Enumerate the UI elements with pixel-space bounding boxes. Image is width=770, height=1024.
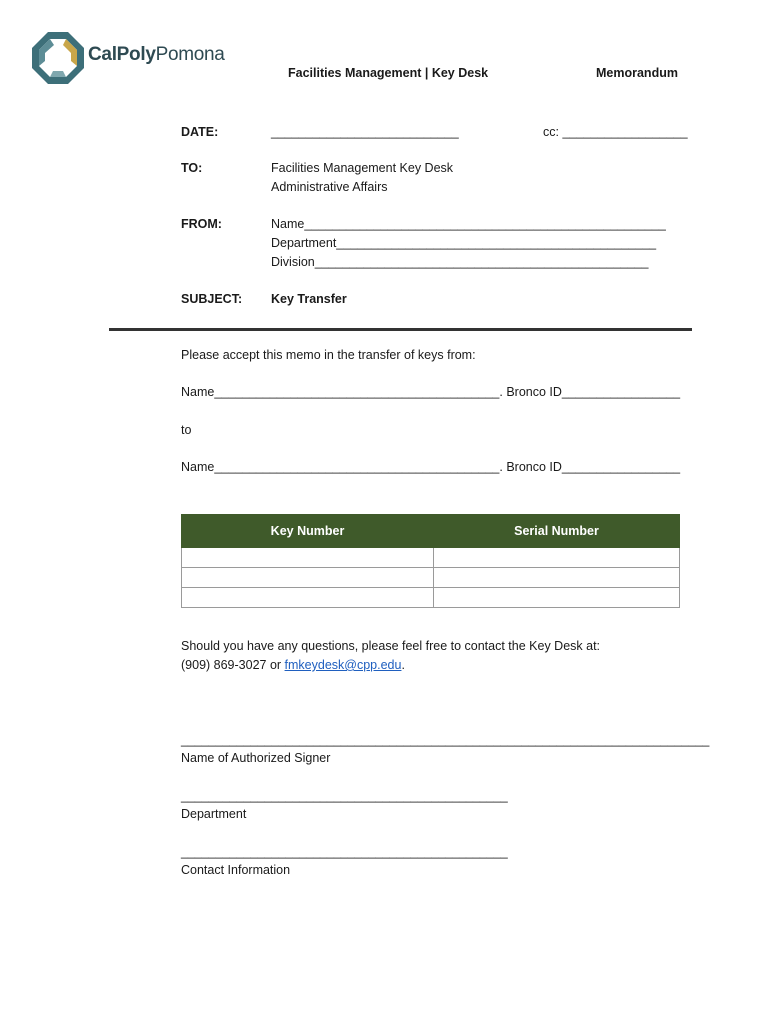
subject-value: Key Transfer	[271, 292, 347, 306]
to-line-2: Administrative Affairs	[271, 180, 388, 194]
contact-period: .	[401, 658, 405, 672]
to-line-1: Facilities Management Key Desk	[271, 161, 454, 175]
signer-name-label: Name of Authorized Signer	[181, 751, 331, 765]
department-label: Department	[181, 807, 247, 821]
university-logo	[30, 30, 230, 86]
serial-number-cell[interactable]	[434, 588, 680, 608]
from-label: FROM:	[181, 217, 222, 231]
subject-label: SUBJECT:	[181, 292, 243, 306]
department-line[interactable]: _______________________________________________	[181, 789, 508, 803]
key-number-cell[interactable]	[182, 588, 434, 608]
header-divider	[109, 328, 692, 331]
date-field[interactable]: ___________________________	[271, 125, 459, 139]
contact-text: Should you have any questions, please feel free to contact the Key Desk at:	[181, 639, 601, 653]
contact-line	[181, 658, 405, 672]
key-number-header: Key Number	[182, 515, 434, 548]
table-row	[182, 568, 680, 588]
table-row	[182, 588, 680, 608]
contact-info-label: Contact Information	[181, 863, 291, 877]
key-number-cell[interactable]	[182, 548, 434, 568]
table-row	[182, 548, 680, 568]
serial-number-header: Serial Number	[434, 515, 680, 548]
logo-wordmark-part2: Pomona	[155, 44, 225, 65]
key-table-header-row	[182, 515, 680, 548]
contact-info-line[interactable]: _______________________________________________	[181, 845, 508, 859]
signer-name-line[interactable]: ____________________________________________________________________________	[181, 733, 710, 747]
memo-type-label: Memorandum	[596, 66, 678, 80]
key-table	[181, 514, 680, 608]
date-label: DATE:	[181, 125, 219, 139]
from-division-field[interactable]: Division________________________________________________	[271, 255, 649, 269]
from-department-field[interactable]: Department______________________________________________	[271, 236, 657, 250]
to-word: to	[181, 423, 192, 437]
email-link[interactable]: fmkeydesk@cpp.edu	[284, 658, 402, 672]
logo-wordmark-part1: CalPoly	[88, 44, 156, 65]
transfer-to-line[interactable]: Name_________________________________________. Bronco ID_________________	[181, 460, 681, 474]
cc-field[interactable]: cc: __________________	[543, 125, 688, 139]
phone-text: (909) 869-3027 or	[181, 658, 285, 672]
header-title: Facilities Management | Key Desk	[288, 66, 489, 80]
key-number-cell[interactable]	[182, 568, 434, 588]
from-name-field[interactable]: Name____________________________________________________	[271, 217, 666, 231]
octagon-logo-icon	[30, 30, 86, 86]
serial-number-cell[interactable]	[434, 568, 680, 588]
to-label: TO:	[181, 161, 203, 175]
logo-wordmark	[88, 44, 225, 66]
transfer-from-line[interactable]: Name_________________________________________. Bronco ID_________________	[181, 385, 681, 399]
intro-text: Please accept this memo in the transfer of keys from:	[181, 348, 476, 362]
serial-number-cell[interactable]	[434, 548, 680, 568]
